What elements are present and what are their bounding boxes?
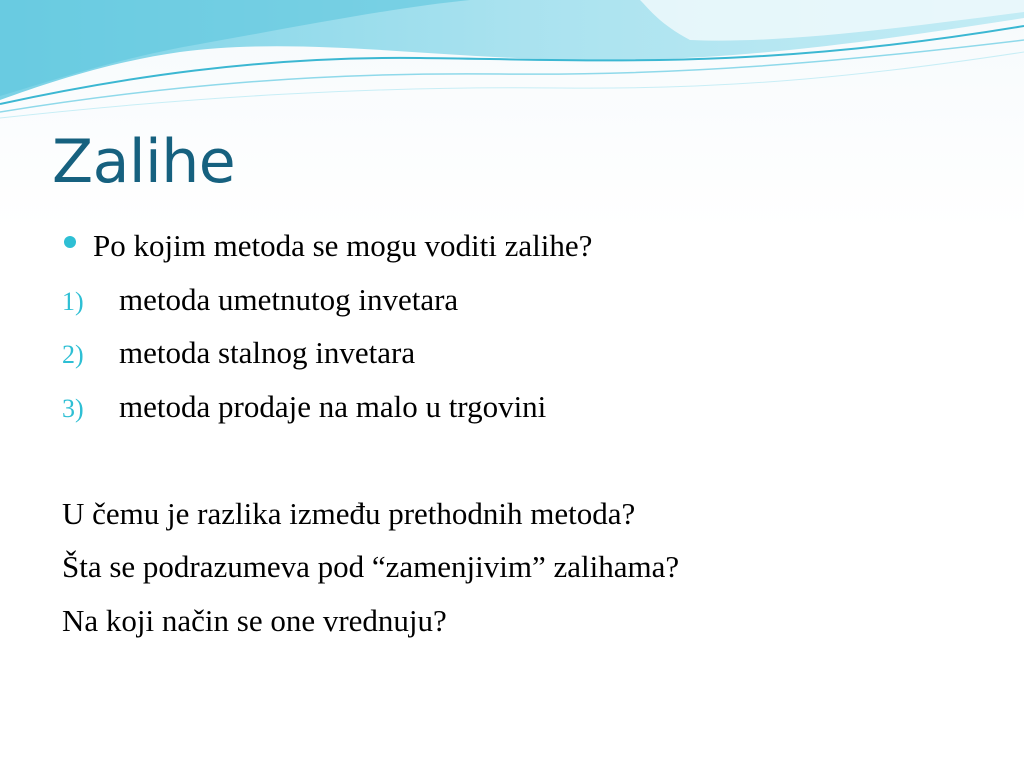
item-text: metoda stalnog invetara bbox=[119, 335, 416, 370]
question-1: U čemu je razlika između prethodnih metoda? bbox=[62, 495, 636, 531]
item-number: 3) bbox=[62, 393, 84, 423]
slide-title: Zalihe bbox=[52, 127, 236, 197]
bullet-text: Po kojim metoda se mogu voditi zalihe? bbox=[93, 228, 593, 263]
item-text: metoda prodaje na malo u trgovini bbox=[119, 388, 547, 424]
question-2: Šta se podrazumeva pod “zamenjivim” zalihama? bbox=[62, 549, 680, 584]
item-number: 2) bbox=[62, 340, 84, 369]
numbered-item-3 bbox=[62, 383, 982, 437]
numbered-item-2 bbox=[62, 329, 982, 383]
numbered-item-1 bbox=[62, 276, 982, 330]
bullet-icon bbox=[64, 236, 76, 248]
slide-body bbox=[62, 222, 982, 650]
item-number: 1) bbox=[62, 286, 84, 316]
header-wave-decoration bbox=[0, 0, 1024, 130]
item-text: metoda umetnutog invetara bbox=[119, 281, 459, 317]
question-3: Na koji način se one vrednuju? bbox=[62, 602, 447, 638]
bullet-item bbox=[62, 222, 982, 276]
blank-line bbox=[62, 436, 982, 490]
